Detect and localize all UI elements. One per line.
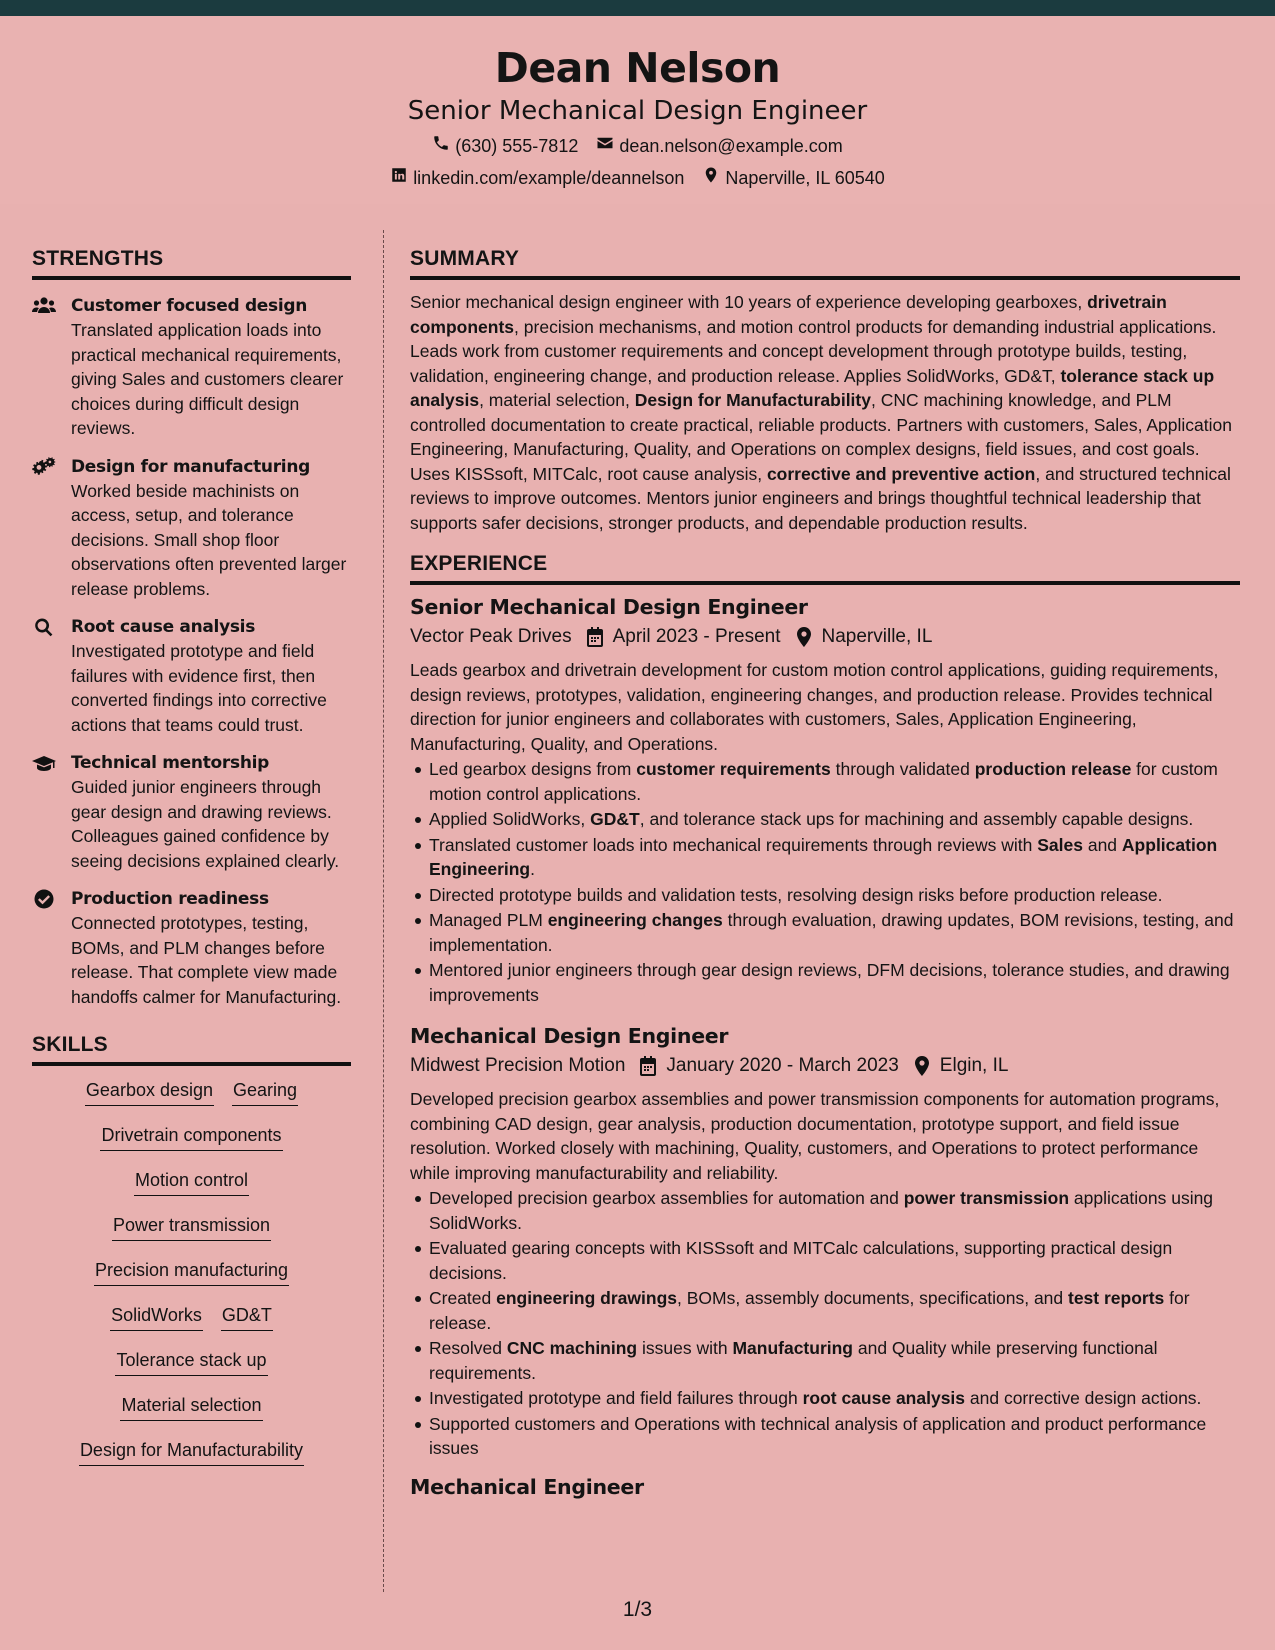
text-segment: Senior mechanical design engineer with 10 years of experience developing gearboxes, [410,292,1088,312]
company-name: Vector Peak Drives [410,626,572,647]
bullet-item [410,807,1240,832]
skill-tag: SolidWorks [110,1303,203,1331]
skill-tag: Drivetrain components [100,1123,282,1151]
skill-tag: Tolerance stack up [115,1348,267,1376]
job-dates: January 2020 - March 2023 [666,1055,899,1076]
text-segment: Translated customer loads into mechanical requirements through reviews with [429,834,1038,855]
job-entry [410,593,1240,1007]
phone-contact[interactable] [432,134,578,158]
job-entry [410,1022,1240,1461]
bullet-item [410,833,1240,882]
skill-row [32,1348,351,1393]
location-text: Naperville, IL 60540 [725,168,885,188]
skill-tag: GD&T [221,1303,273,1331]
company-name: Midwest Precision Motion [410,1055,626,1076]
strength-item [32,294,351,441]
strength-description: Worked beside machinists on access, setup, and tolerance decisions. Small shop floor observations often prevented larger release problems. [71,480,347,599]
bullet-item [410,1186,1240,1235]
text-segment: issues with [637,1338,733,1358]
linkedin-contact[interactable] [390,166,684,190]
skill-tag: Power transmission [112,1213,271,1241]
skill-tag: Material selection [120,1393,262,1421]
bold-text: CNC machining [506,1338,638,1358]
text-segment: , CNC machining knowledge, and PLM controlled documentation to create practical, reliable products. Partners with customers, Sales, Application Engineering, Manufacturing, Quality, and Operations on complex designs, field issues, and cost goals. Uses KISSsoft, MITCalc, root cause analysis, [410,390,1232,484]
strength-item [32,751,351,873]
phone-text: (630) 555-7812 [455,136,579,156]
location-contact [702,166,884,190]
summary-text [410,290,1240,535]
summary-heading: SUMMARY [410,245,1240,280]
strength-title: Design for manufacturing [71,456,311,477]
strength-title: Root cause analysis [71,617,256,637]
text-segment: and corrective design actions. [965,1388,1202,1408]
bold-text: Manufacturing [732,1338,853,1358]
bold-text: customer requirements [636,759,831,779]
skill-row [32,1078,351,1123]
skill-row [32,1393,351,1438]
phone-icon [432,134,450,158]
bold-text: corrective and preventive action [766,463,1036,484]
job-bullets [410,1186,1240,1461]
text-segment: Investigated prototype and field failures through [429,1388,803,1408]
text-segment: applications using SolidWorks. [429,1188,1214,1233]
email-contact[interactable] [596,134,842,158]
text-segment: Supported customers and Operations with technical analysis of application and product performance issues [429,1413,1207,1458]
contact-row-2 [0,166,1275,190]
resume-header [0,16,1275,204]
bold-text: GD&T [590,809,640,829]
job-description: Developed precision gearbox assemblies and power transmission components for automation programs, combining CAD design, gear analysis, production documentation, prototype support, and field issue resolution. Worked closely with machining, Quality, customers, and Operations to protect performance while improving manufacturability and reliability. [410,1089,1220,1183]
top-accent-bar [0,0,1275,16]
column-divider [383,230,384,1592]
text-segment: Mentored junior engineers through gear design reviews, DFM decisions, tolerance studies, and drawing improvements [429,960,1230,1005]
skill-tag: Gearing [232,1078,298,1106]
map-pin-icon [702,166,720,190]
text-segment: for release. [429,1288,1190,1333]
job-location: Elgin, IL [939,1055,1009,1076]
envelope-icon [596,134,614,158]
check-circle-icon [32,889,56,909]
text-segment: Evaluated gearing concepts with KISSsoft and MITCalc calculations, supporting practical design decisions. [429,1238,1173,1283]
candidate-name: Dean Nelson [494,44,781,92]
linkedin-icon [390,166,408,190]
job-title: Mechanical Engineer [410,1474,644,1499]
skills-list [32,1078,351,1483]
job-dates: April 2023 - Present [612,626,781,647]
text-segment: through validated [830,759,975,779]
bullet-item [410,1286,1240,1335]
text-segment: Directed prototype builds and validation tests, resolving design risks before production release. [429,884,1163,905]
skill-tag: Gearbox design [85,1078,214,1106]
bullet-item [410,958,1240,1007]
bullet-item [410,757,1240,806]
skill-tag: Precision manufacturing [94,1258,289,1286]
gears-icon [32,457,56,477]
text-segment: Developed precision gearbox assemblies for automation and [429,1188,904,1208]
bold-text: Design for Manufacturability [634,390,871,410]
skill-row [32,1123,351,1168]
strength-item [32,887,351,1009]
text-segment: . [530,859,535,879]
skill-row [32,1258,351,1303]
text-segment: , and structured technical reviews to improve outcomes. Mentors junior engineers and brings thoughtful technical leadership that supports safer decisions, stronger products, and dependable production results. [410,463,1231,533]
bold-text: engineering changes [547,910,723,930]
bold-text: Application Engineering [429,834,1218,879]
bullet-item [410,883,1240,908]
bullet-item [410,1336,1240,1385]
bold-text: test reports [1068,1288,1165,1308]
bold-text: drivetrain components [410,292,1167,337]
map-pin-icon [781,627,822,647]
job-title: Mechanical Design Engineer [410,1024,729,1048]
search-icon [32,617,56,637]
bullet-item [410,908,1240,957]
job-title: Senior Mechanical Design Engineer [410,595,808,619]
strength-item [32,455,351,602]
strength-item [32,615,351,737]
skills-heading: SKILLS [32,1031,351,1066]
text-segment: and Quality while preserving functional requirements. [429,1338,1158,1383]
strength-title: Customer focused design [71,296,308,316]
text-segment: through evaluation, drawing updates, BOM revisions, testing, and implementation. [429,910,1234,955]
job-meta [410,624,1240,650]
job-description: Leads gearbox and drivetrain development for custom motion control applications, guiding requirements, design reviews, prototypes, validation, engineering changes, and production release. Provides technical direction for junior engineers and collaborates with customers, Sales, Application Engineering, Manufacturing, Quality, and Operations. [410,660,1219,754]
text-segment: , material selection, [479,390,635,410]
strength-description: Guided junior engineers through gear design and drawing reviews. Colleagues gained confidence by seeing decisions explained clearly. [71,777,340,871]
bullet-item [410,1386,1240,1411]
strength-description: Investigated prototype and field failures with evidence first, then converted findings into corrective actions that teams could trust. [71,641,327,735]
calendar-icon [572,627,613,647]
page-number: 1/3 [622,1598,653,1621]
bold-text: production release [974,759,1132,779]
experience-heading: EXPERIENCE [410,550,1240,585]
text-segment: , precision mechanisms, and motion control products for demanding industrial applications. Leads work from customer requirements and concept development through prototype builds, testing, validation, engineering change, and production release. Applies SolidWorks, GD&T, [410,316,1217,386]
skill-tag: Design for Manufacturability [79,1438,304,1466]
bold-text: power transmission [903,1188,1070,1208]
linkedin-text: linkedin.com/example/deannelson [413,168,685,188]
text-segment: , and tolerance stack ups for machining and assembly capable designs. [639,809,1194,829]
bold-text: tolerance stack up analysis [410,365,1215,410]
skill-row [32,1303,351,1348]
strength-title: Technical mentorship [71,753,270,773]
calendar-icon [625,1056,666,1076]
left-column [32,245,351,1483]
text-segment: Resolved [429,1338,507,1358]
text-segment: Applied SolidWorks, [429,809,591,829]
text-segment: , BOMs, assembly documents, specifications, and [677,1288,1068,1308]
text-segment: Managed PLM [429,910,548,930]
job-bullets [410,757,1240,1007]
skill-row [32,1438,351,1483]
strength-description: Connected prototypes, testing, BOMs, and PLM changes before release. That complete view made handoffs calmer for Manufacturing. [71,913,342,1007]
text-segment: Created [429,1288,497,1308]
map-pin-icon [899,1056,940,1076]
strength-description: Translated application loads into practical mechanical requirements, giving Sales and customers clearer choices during difficult design reviews. [71,320,344,438]
contact-row-1 [0,134,1275,158]
text-segment: for custom motion control applications. [429,759,1218,804]
strengths-heading: STRENGTHS [32,245,351,280]
text-segment: and [1082,834,1122,855]
skill-tag: Motion control [134,1168,249,1196]
graduation-cap-icon [32,753,56,773]
email-text: dean.nelson@example.com [619,136,843,156]
skill-row [32,1213,351,1258]
candidate-title: Senior Mechanical Design Engineer [407,96,868,126]
job-location: Naperville, IL [821,626,933,647]
bold-text: root cause analysis [802,1388,966,1408]
bold-text: engineering drawings [496,1288,677,1308]
text-segment: Led gearbox designs from [429,759,637,779]
bullet-item [410,1236,1240,1285]
bullet-item [410,1412,1240,1461]
bold-text: Sales [1037,834,1083,855]
strength-title: Production readiness [71,889,269,909]
users-icon [32,296,56,316]
job-meta [410,1053,1240,1079]
strengths-list [32,294,351,1009]
right-column [410,245,1240,1501]
skill-row [32,1168,351,1213]
experience-list [410,593,1240,1461]
